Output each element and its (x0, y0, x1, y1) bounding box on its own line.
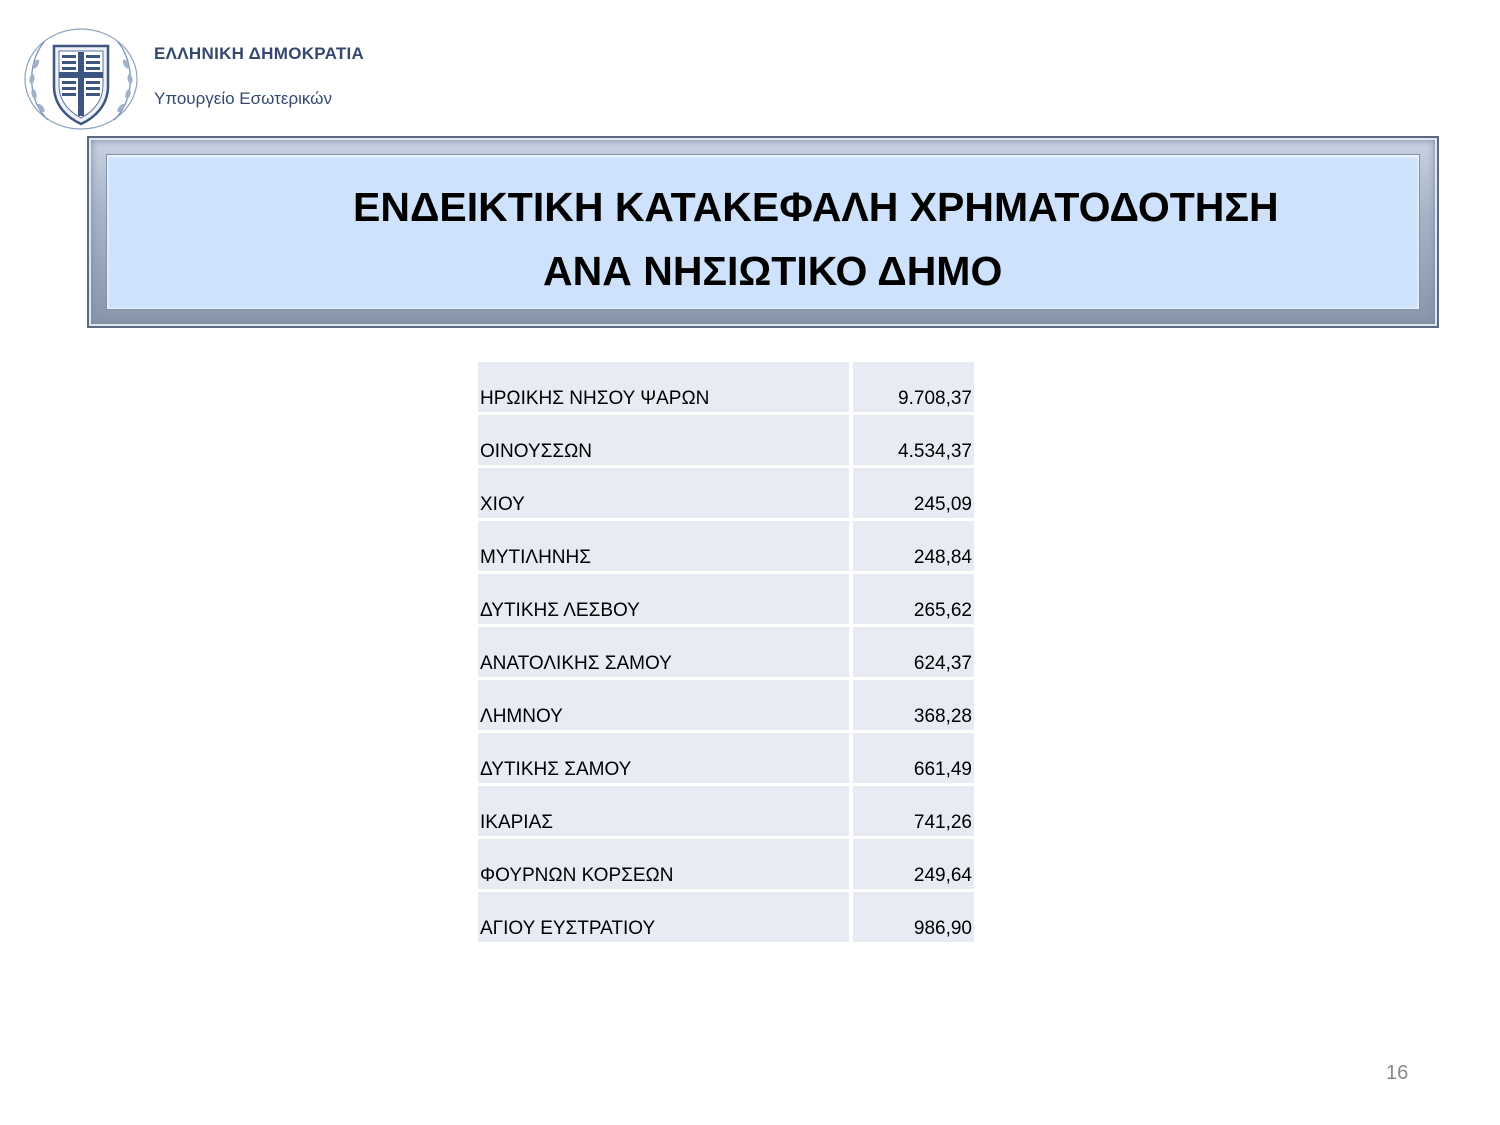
table-row (478, 733, 974, 786)
table-row (478, 468, 974, 521)
municipality-name: ΜΥΤΙΛΗΝΗΣ (478, 521, 853, 574)
funding-value: 741,26 (853, 786, 974, 839)
title-line-1: ΕΝΔΕΙΚΤΙΚΗ ΚΑΤΑΚΕΦΑΛΗ ΧΡΗΜΑΤΟΔΟΤΗΣΗ (353, 184, 1279, 230)
funding-value: 249,64 (853, 839, 974, 892)
title-panel (107, 155, 1419, 309)
municipality-name: ΟΙΝΟΥΣΣΩΝ (478, 415, 853, 468)
funding-value: 368,28 (853, 680, 974, 733)
title-line-2: ΑΝΑ ΝΗΣΙΩΤΙΚΟ ΔΗΜΟ (543, 248, 1003, 294)
funding-value: 986,90 (853, 892, 974, 942)
funding-value: 248,84 (853, 521, 974, 574)
greek-coat-of-arms-icon (18, 24, 144, 134)
table-row (478, 839, 974, 892)
municipality-name: ΗΡΩΙΚΗΣ ΝΗΣΟΥ ΨΑΡΩΝ (478, 362, 853, 415)
funding-value: 4.534,37 (853, 415, 974, 468)
table-row (478, 362, 974, 415)
municipality-name: ΑΓΙΟΥ ΕΥΣΤΡΑΤΙΟΥ (478, 892, 853, 942)
org-name: ΕΛΛΗΝΙΚΗ ΔΗΜΟΚΡΑΤΙΑ (154, 44, 365, 63)
table-row (478, 574, 974, 627)
municipality-name: ΔΥΤΙΚΗΣ ΛΕΣΒΟΥ (478, 574, 853, 627)
municipality-name: ΙΚΑΡΙΑΣ (478, 786, 853, 839)
ministry-name: Υπουργείο Εσωτερικών (154, 89, 332, 108)
funding-value: 245,09 (853, 468, 974, 521)
funding-value: 265,62 (853, 574, 974, 627)
page-number: 16 (1386, 1062, 1409, 1084)
table-row (478, 415, 974, 468)
table-row (478, 521, 974, 574)
funding-value: 661,49 (853, 733, 974, 786)
table-row (478, 680, 974, 733)
table-row (478, 892, 974, 942)
table-row (478, 627, 974, 680)
table-row (478, 786, 974, 839)
funding-table (478, 362, 974, 942)
funding-value: 9.708,37 (853, 362, 974, 415)
municipality-name: ΧΙΟΥ (478, 468, 853, 521)
title-banner (87, 136, 1439, 328)
municipality-name: ΦΟΥΡΝΩΝ ΚΟΡΣΕΩΝ (478, 839, 853, 892)
municipality-name: ΔΥΤΙΚΗΣ ΣΑΜΟΥ (478, 733, 853, 786)
funding-value: 624,37 (853, 627, 974, 680)
municipality-name: ΑΝΑΤΟΛΙΚΗΣ ΣΑΜΟΥ (478, 627, 853, 680)
municipality-name: ΛΗΜΝΟΥ (478, 680, 853, 733)
